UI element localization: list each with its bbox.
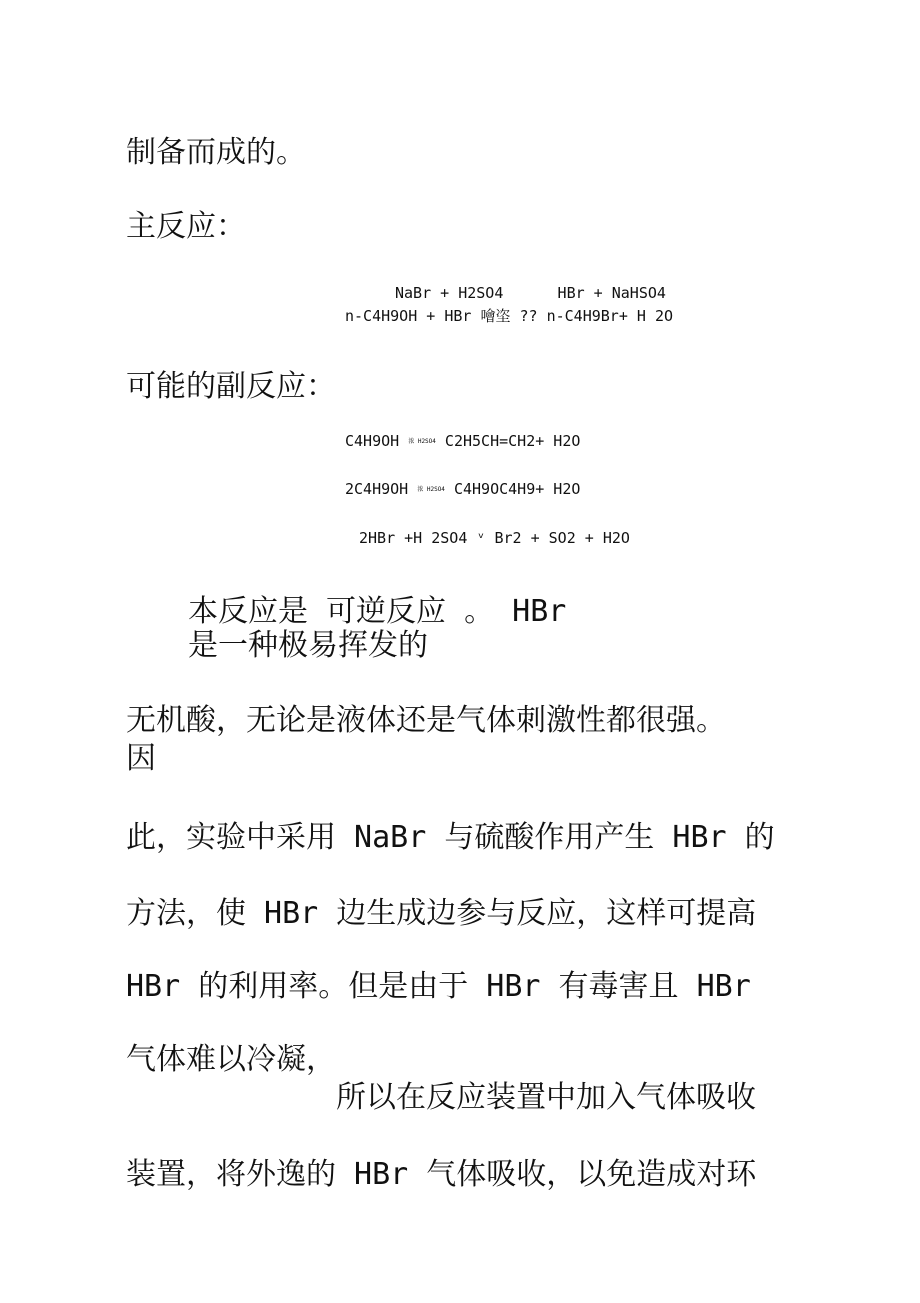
side-reaction-heading: 可能的副反应： [126, 369, 336, 404]
paragraph-line-3: 此，实验中采用 NaBr 与硫酸作用产生 HBr 的 [126, 820, 775, 855]
side-equation-2: 2C4H9OH $^{浓 H2SO4}$ C4H9OC4H9+ H2O [345, 480, 581, 498]
paragraph-line-7: 所以在反应装置中加入气体吸收 [336, 1080, 756, 1115]
paragraph-line-1b: 是一种极易挥发的 [188, 628, 428, 663]
paragraph-line-5: HBr 的利用率。但是由于 HBr 有毒害且 HBr [126, 969, 751, 1004]
text-line-1: 制备而成的。 [126, 135, 306, 170]
paragraph-line-8: 装置，将外逸的 HBr 气体吸收，以免造成对环 [126, 1157, 757, 1192]
equation-2: n-C4H9OH + HBr 噲垐 ?? n-C4H9Br+ H 2O [345, 307, 674, 325]
paragraph-line-6: 气体难以冷凝， [126, 1042, 336, 1077]
equation-1: NaBr + H2SO4 HBr + NaHSO4 [395, 284, 666, 302]
paragraph-line-2b: 因 [126, 741, 156, 776]
paragraph-line-1a: 本反应是 可逆反应 。 HBr [188, 594, 567, 629]
paragraph-line-4: 方法，使 HBr 边生成边参与反应，这样可提高 [126, 896, 757, 931]
side-equation-1: C4H9OH $^{浓 H2SO4}$ C2H5CH=CH2+ H2O [345, 432, 581, 450]
paragraph-line-2: 无机酸，无论是液体还是气体刺激性都很强。 [126, 703, 726, 738]
side-equation-3: 2HBr +H 2SO4 ᵛ Br2 + SO2 + H2O [359, 529, 630, 547]
main-reaction-heading: 主反应： [126, 209, 246, 244]
